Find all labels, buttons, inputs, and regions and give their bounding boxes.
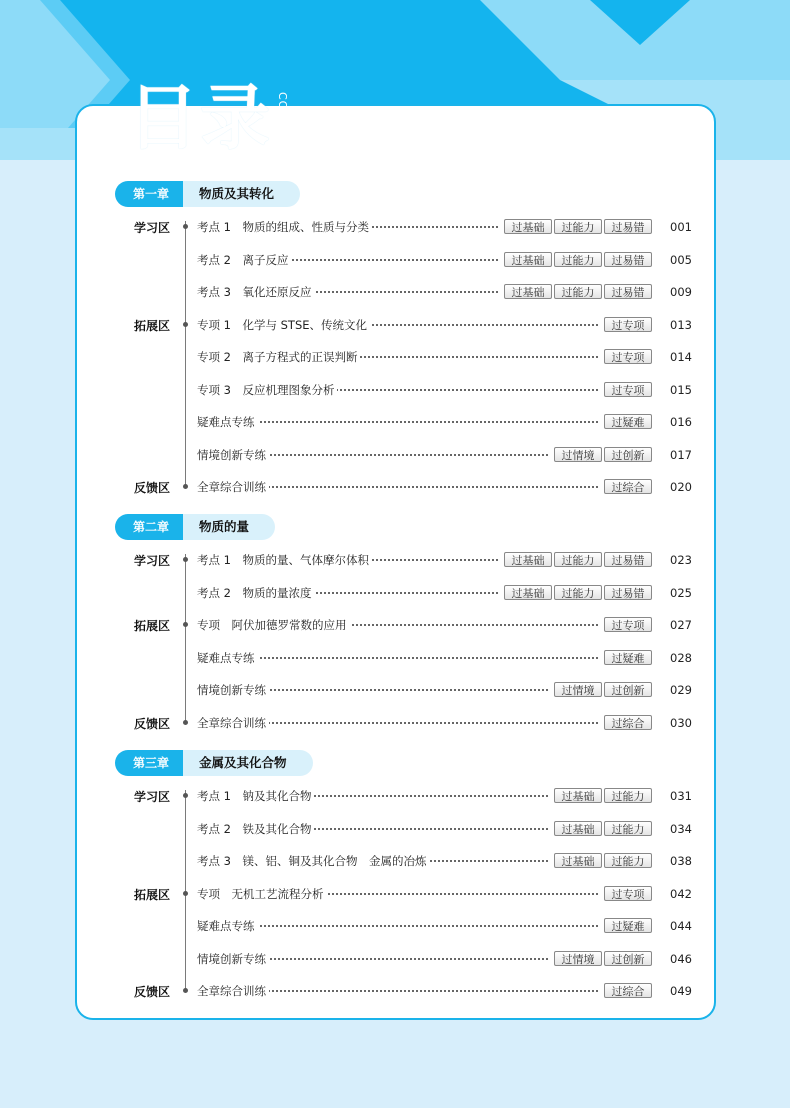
entry-tags	[504, 283, 652, 299]
practice-tag[interactable]: 过能力	[554, 552, 602, 567]
entry-tags	[504, 218, 652, 234]
timeline-dot	[183, 484, 188, 489]
zone-label: 学习区	[134, 221, 171, 235]
entry-title: 专项 无机工艺流程分析	[197, 885, 327, 903]
practice-tag[interactable]: 过创新	[604, 682, 652, 697]
practice-tag[interactable]: 过基础	[554, 853, 602, 868]
entry-title: 专项 1 化学与 STSE、传统文化	[197, 316, 370, 334]
dotted-leader	[203, 657, 598, 659]
timeline-dot	[183, 622, 188, 627]
page-number: 029	[670, 683, 692, 697]
chapter-title: 物质的量	[183, 514, 275, 540]
entry-tags	[504, 551, 652, 567]
entry-title: 专项 阿伏加德罗常数的应用	[197, 616, 350, 634]
entry-tags	[604, 616, 652, 632]
page-number: 042	[670, 886, 692, 901]
practice-tag[interactable]: 过能力	[604, 853, 652, 868]
entry-tags	[604, 714, 652, 730]
entry-tags	[604, 885, 652, 901]
practice-tag[interactable]: 过专项	[604, 382, 652, 397]
dotted-leader	[203, 421, 598, 423]
practice-tag[interactable]: 过能力	[554, 585, 602, 600]
page-number: 023	[670, 553, 692, 567]
practice-tag[interactable]: 过能力	[554, 252, 602, 267]
page-number: 046	[670, 951, 692, 966]
dotted-leader	[203, 925, 598, 927]
entry-title: 考点 2 离子反应	[197, 251, 291, 269]
page-number: 005	[670, 252, 692, 267]
page-number: 049	[670, 984, 692, 998]
entry-tags	[554, 950, 652, 966]
zone-label: 反馈区	[134, 481, 171, 495]
practice-tag[interactable]: 过基础	[504, 219, 552, 234]
zone-label: 拓展区	[134, 318, 171, 333]
practice-tag[interactable]: 过易错	[604, 284, 652, 299]
toc-entry[interactable]	[197, 681, 692, 699]
chapter-header	[115, 181, 300, 207]
zone-label: 拓展区	[134, 887, 171, 902]
entry-title: 全章综合训练	[197, 478, 269, 496]
toc-entry[interactable]	[197, 982, 692, 1000]
page-number: 013	[670, 317, 692, 332]
practice-tag[interactable]: 过能力	[604, 821, 652, 836]
practice-tag[interactable]: 过疑难	[604, 918, 652, 933]
entry-title: 情境创新专练	[197, 681, 269, 699]
toc-entry[interactable]	[197, 316, 692, 334]
page-number: 014	[670, 350, 692, 364]
page-number: 025	[670, 585, 692, 600]
practice-tag[interactable]: 过基础	[504, 284, 552, 299]
toc-entry[interactable]	[197, 787, 692, 805]
page-number: 031	[670, 789, 692, 803]
timeline-dot	[183, 891, 188, 896]
timeline-dot	[183, 224, 188, 229]
practice-tag[interactable]: 过易错	[604, 552, 652, 567]
toc-entry[interactable]	[197, 251, 692, 269]
entry-title: 疑难点专练	[197, 413, 258, 431]
entry-tags	[554, 852, 652, 868]
entry-title: 疑难点专练	[197, 649, 258, 667]
page-number: 027	[670, 618, 692, 632]
entry-tags	[554, 820, 652, 836]
toc-entry[interactable]	[197, 714, 692, 732]
page-number: 001	[670, 220, 692, 234]
entry-tags	[604, 917, 652, 933]
practice-tag[interactable]: 过易错	[604, 252, 652, 267]
page-number: 020	[670, 480, 692, 494]
entry-tags	[604, 649, 652, 665]
timeline-dot	[183, 988, 188, 993]
entry-title: 考点 2 物质的量浓度	[197, 584, 314, 602]
chapter-number: 第一章	[115, 181, 183, 207]
page-number: 015	[670, 382, 692, 397]
entry-title: 专项 3 反应机理图象分析	[197, 381, 337, 399]
practice-tag[interactable]: 过基础	[504, 252, 552, 267]
practice-tag[interactable]: 过基础	[504, 585, 552, 600]
page-number: 009	[670, 285, 692, 299]
practice-tag[interactable]: 过疑难	[604, 650, 652, 665]
toc-entry[interactable]	[197, 649, 692, 667]
timeline-line	[185, 554, 186, 723]
entry-title: 考点 3 氧化还原反应	[197, 283, 314, 301]
practice-tag[interactable]: 过基础	[554, 821, 602, 836]
timeline-line	[185, 221, 186, 487]
entry-title: 考点 2 铁及其化合物	[197, 820, 314, 838]
toc-entry[interactable]	[197, 478, 692, 496]
entry-title: 考点 1 钠及其化合物	[197, 787, 314, 805]
timeline-dot	[183, 557, 188, 562]
entry-tags	[604, 316, 652, 332]
page-number: 017	[670, 447, 692, 462]
practice-tag[interactable]: 过专项	[604, 317, 652, 332]
entry-tags	[504, 584, 652, 600]
toc-entry[interactable]	[197, 348, 692, 366]
page-number: 044	[670, 919, 692, 933]
zone-label: 反馈区	[134, 985, 171, 999]
timeline-dot	[183, 793, 188, 798]
toc-entry[interactable]	[197, 446, 692, 464]
practice-tag[interactable]: 过能力	[554, 284, 602, 299]
zone-label: 学习区	[134, 790, 171, 804]
toc-entry[interactable]	[197, 820, 692, 838]
entry-title: 情境创新专练	[197, 950, 269, 968]
entry-tags	[554, 446, 652, 462]
chapter-header	[115, 514, 275, 540]
zone-label: 学习区	[134, 554, 171, 568]
practice-tag[interactable]: 过创新	[604, 447, 652, 462]
page-number: 028	[670, 650, 692, 665]
chapter-number: 第三章	[115, 750, 183, 776]
toc-entry[interactable]	[197, 885, 692, 903]
entry-title: 全章综合训练	[197, 982, 269, 1000]
entry-tags	[604, 982, 652, 998]
page-title: 目录	[128, 77, 272, 159]
entry-title: 考点 3 镁、铝、铜及其化合物 金属的冶炼	[197, 852, 429, 870]
practice-tag[interactable]: 过易错	[604, 219, 652, 234]
toc-entry[interactable]	[197, 551, 692, 569]
entry-tags	[504, 251, 652, 267]
toc-entry[interactable]	[197, 917, 692, 935]
entry-title: 考点 1 物质的组成、性质与分类	[197, 218, 372, 236]
entry-tags	[604, 413, 652, 429]
toc-entry[interactable]	[197, 950, 692, 968]
zone-label: 反馈区	[134, 716, 171, 731]
practice-tag[interactable]: 过专项	[604, 886, 652, 901]
entry-title: 情境创新专练	[197, 446, 269, 464]
toc-entry[interactable]	[197, 852, 692, 870]
toc-entry[interactable]	[197, 218, 692, 236]
practice-tag[interactable]: 过综合	[604, 983, 652, 998]
practice-tag[interactable]: 过疑难	[604, 414, 652, 429]
entry-title: 考点 1 物质的量、气体摩尔体积	[197, 551, 372, 569]
page-number: 030	[670, 715, 692, 730]
chapter-header	[115, 750, 313, 776]
page-number: 034	[670, 821, 692, 836]
toc-entry[interactable]	[197, 413, 692, 431]
practice-tag[interactable]: 过综合	[604, 479, 652, 494]
entry-tags	[604, 348, 652, 364]
practice-tag[interactable]: 过专项	[604, 617, 652, 632]
toc-entry[interactable]	[197, 283, 692, 301]
chapter-title: 物质及其转化	[183, 181, 300, 207]
toc-entry[interactable]	[197, 584, 692, 602]
practice-tag[interactable]: 过易错	[604, 585, 652, 600]
practice-tag[interactable]: 过情境	[554, 447, 602, 462]
page-number: 016	[670, 415, 692, 429]
practice-tag[interactable]: 过基础	[554, 788, 602, 803]
entry-tags	[554, 681, 652, 697]
practice-tag[interactable]: 过专项	[604, 349, 652, 364]
practice-tag[interactable]: 过能力	[604, 788, 652, 803]
entry-tags	[604, 478, 652, 494]
page-number: 038	[670, 854, 692, 868]
practice-tag[interactable]: 过能力	[554, 219, 602, 234]
timeline-dot	[183, 720, 188, 725]
practice-tag[interactable]: 过情境	[554, 682, 602, 697]
page-subtitle: CONTENTS	[276, 92, 289, 161]
entry-tags	[604, 381, 652, 397]
practice-tag[interactable]: 过情境	[554, 951, 602, 966]
chapter-title: 金属及其化合物	[183, 750, 313, 776]
toc-entry[interactable]	[197, 616, 692, 634]
zone-label: 拓展区	[134, 619, 171, 633]
entry-title: 专项 2 离子方程式的正误判断	[197, 348, 360, 366]
entry-title: 疑难点专练	[197, 917, 258, 935]
entry-title: 全章综合训练	[197, 714, 269, 732]
practice-tag[interactable]: 过基础	[504, 552, 552, 567]
entry-tags	[554, 787, 652, 803]
timeline-dot	[183, 322, 188, 327]
chapter-number: 第二章	[115, 514, 183, 540]
practice-tag[interactable]: 过创新	[604, 951, 652, 966]
practice-tag[interactable]: 过综合	[604, 715, 652, 730]
toc-entry[interactable]	[197, 381, 692, 399]
